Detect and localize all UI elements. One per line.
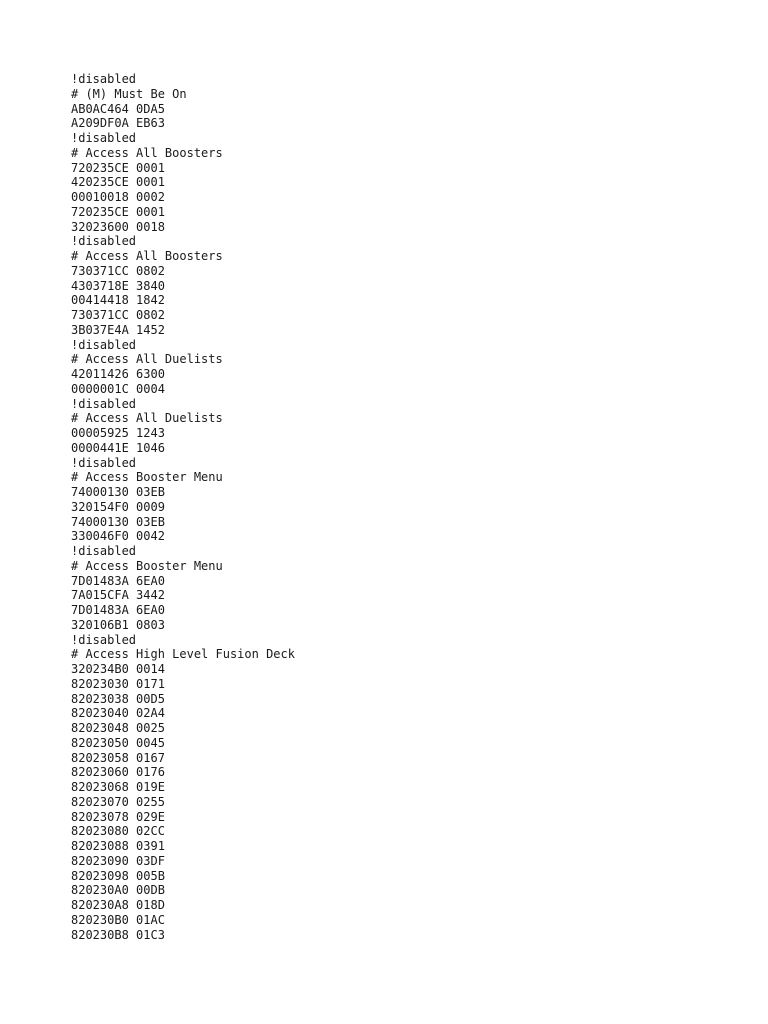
text-line: # Access All Boosters (71, 249, 223, 263)
text-line: !disabled (71, 396, 137, 411)
text-line: 730371CC 0802 (71, 263, 165, 278)
text-line: # Access High Level Fusion Deck (71, 647, 295, 662)
text-line: 82023090 03DF (71, 853, 165, 868)
text-line: 730371CC 0802 (71, 308, 165, 322)
text-line: 82023058 0167 (71, 750, 165, 765)
text-line: 7A015CFA 3442 (71, 588, 165, 603)
text-line: 420235CE 0001 (71, 175, 165, 190)
text-line: # (M) Must Be On (71, 86, 187, 101)
text-line: 820230A8 018D (71, 898, 165, 912)
text-line: 82023038 00D5 (71, 691, 165, 706)
text-line: # Access All Boosters (71, 145, 223, 160)
text-line: 3B037E4A 1452 (71, 322, 165, 337)
text-line: !disabled (71, 72, 137, 86)
text-line: 0000441E 1046 (71, 440, 165, 455)
document-page (71, 72, 751, 942)
text-line: 82023048 0025 (71, 721, 165, 735)
text-line: !disabled (71, 131, 137, 145)
text-line: 82023080 02CC (71, 824, 165, 839)
text-line: 82023050 0045 (71, 735, 165, 750)
text-line: 7D01483A 6EA0 (71, 573, 165, 588)
text-line: 82023030 0171 (71, 676, 165, 691)
text-line: 82023040 02A4 (71, 706, 165, 721)
text-line: # Access Booster Menu (71, 558, 223, 573)
text-line: 74000130 03EB (71, 514, 165, 529)
text-line: 320106B1 0803 (71, 617, 165, 632)
text-line: !disabled (71, 632, 137, 647)
text-line: 820230A0 00DB (71, 883, 165, 898)
text-line: 82023068 019E (71, 780, 165, 794)
text-line: 00010018 0002 (71, 190, 165, 204)
text-line: # Access Booster Menu (71, 470, 223, 485)
text-line: 82023088 0391 (71, 839, 165, 853)
text-line: 82023070 0255 (71, 794, 165, 809)
text-line: 42011426 6300 (71, 367, 165, 381)
text-line: 7D01483A 6EA0 (71, 603, 165, 617)
text-line: 74000130 03EB (71, 485, 165, 499)
text-line: !disabled (71, 544, 137, 558)
text-line: 720235CE 0001 (71, 160, 165, 175)
text-line: AB0AC464 0DA5 (71, 101, 165, 116)
text-line: 320154F0 0009 (71, 499, 165, 514)
text-line: 82023078 029E (71, 809, 165, 824)
text-line: 00414418 1842 (71, 293, 165, 308)
text-line: # Access All Duelists (71, 352, 223, 367)
text-line: 82023060 0176 (71, 765, 165, 780)
text-line: 320234B0 0014 (71, 662, 165, 676)
text-line: 330046F0 0042 (71, 529, 165, 544)
text-line: 00005925 1243 (71, 426, 165, 440)
text-line: !disabled (71, 337, 137, 352)
text-line: 32023600 0018 (71, 219, 165, 234)
text-line: 82023098 005B (71, 868, 165, 883)
text-line: A209DF0A EB63 (71, 116, 165, 131)
text-line: 0000001C 0004 (71, 381, 165, 396)
text-line: 820230B0 01AC (71, 912, 165, 927)
text-line: !disabled (71, 455, 137, 470)
text-line: 4303718E 3840 (71, 278, 165, 293)
text-line: 820230B8 01C3 (71, 927, 165, 942)
text-line: !disabled (71, 234, 137, 249)
text-line: 720235CE 0001 (71, 204, 165, 219)
text-line: # Access All Duelists (71, 411, 223, 426)
